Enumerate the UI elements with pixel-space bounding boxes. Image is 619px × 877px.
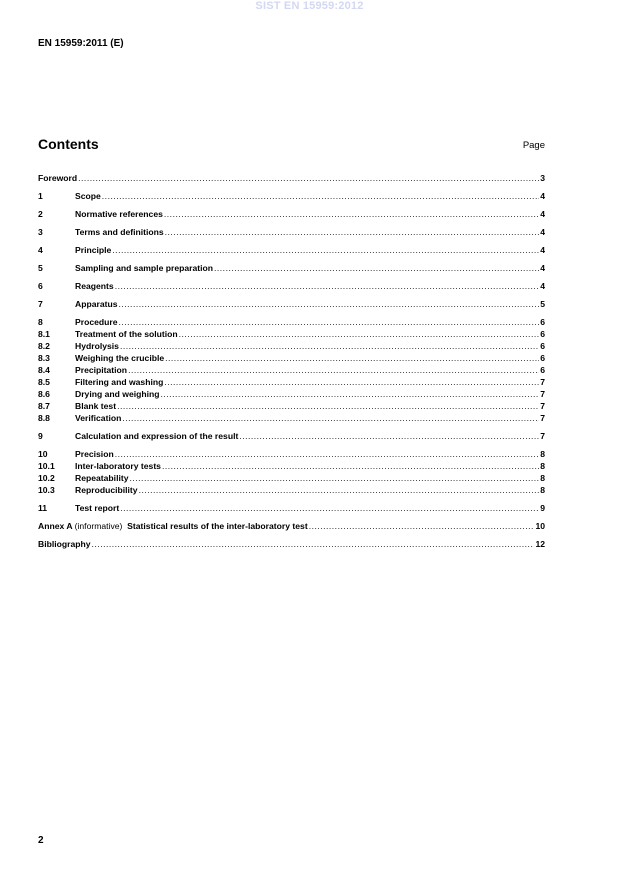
annex-note: (informative) [74,521,123,531]
toc-entry-number: 8.8 [38,413,50,423]
toc-entry-title: Blank test [75,401,117,411]
toc-leader-dots [120,502,539,514]
toc-entry-page: 4 [540,263,545,273]
toc-entry-number: 8.1 [38,329,50,339]
toc-entry-number: 2 [38,209,43,219]
toc-entry-page: 4 [540,227,545,237]
toc-entry-number: 9 [38,431,43,441]
toc-entry-normative-references[interactable] [38,208,545,220]
toc-entry-page: 6 [540,317,545,327]
toc-entry-title: Drying and weighing [75,389,160,399]
toc-leader-dots [179,328,540,340]
toc-leader-dots [214,262,539,274]
toc-entry-page: 9 [540,503,545,513]
toc-entry-procedure[interactable] [38,316,545,328]
toc-entry-number: 6 [38,281,43,291]
toc-entry-title: Precipitation [75,365,128,375]
toc-leader-dots [102,190,539,202]
toc-entry-title: Hydrolysis [75,341,119,351]
toc-entry-page: 8 [540,473,545,483]
toc-entry-title: Repeatability [75,473,129,483]
toc-entry-number: 8.3 [38,353,50,363]
toc-entry-title: Verification [75,413,122,423]
toc-entry-number: 11 [38,503,48,513]
toc-entry-page: 4 [540,191,545,201]
toc-entry-verification[interactable] [38,412,545,424]
toc-entry-page: 7 [540,401,545,411]
toc-entry-page: 10 [535,521,545,531]
toc-entry-title: Apparatus [75,299,118,309]
toc-entry-number: 7 [38,299,43,309]
toc-entry-title [38,520,308,532]
toc-entry-weighing-crucible[interactable] [38,352,545,364]
toc-entry-number: 10 [38,449,48,459]
toc-entry-title: Inter-laboratory tests [75,461,161,471]
toc-entry-title: Reagents [75,281,114,291]
toc-leader-dots [112,244,539,256]
toc-entry-title: Reproducibility [75,485,138,495]
toc-entry-page: 5 [540,299,545,309]
toc-leader-dots [119,298,540,310]
toc-entry-page: 8 [540,449,545,459]
toc-entry-page: 4 [540,281,545,291]
toc-entry-title: Bibliography [38,539,91,549]
page-title: Contents [38,136,99,152]
toc-entry-number: 1 [38,191,43,201]
toc-entry-title: Calculation and expression of the result [75,431,239,441]
toc-entry-page: 7 [540,413,545,423]
toc-entry-terms-and-definitions[interactable] [38,226,545,238]
toc-leader-dots [115,448,540,460]
toc-entry-title: Treatment of the solution [75,329,178,339]
toc-entry-drying-weighing[interactable] [38,388,545,400]
toc-entry-bibliography[interactable] [38,538,545,550]
table-of-contents [38,172,545,550]
toc-entry-number: 8 [38,317,43,327]
toc-entry-number: 8.7 [38,401,50,411]
document-id: EN 15959:2011 (E) [38,38,124,49]
toc-entry-title: Principle [75,245,112,255]
toc-entry-title: Weighing the crucible [75,353,165,363]
toc-leader-dots [117,400,539,412]
toc-entry-inter-laboratory-tests[interactable] [38,460,545,472]
toc-entry-calculation[interactable] [38,430,545,442]
page-number: 2 [38,835,44,846]
toc-entry-page: 6 [540,341,545,351]
toc-leader-dots [165,226,540,238]
toc-leader-dots [139,484,540,496]
toc-leader-dots [122,412,539,424]
toc-entry-repeatability[interactable] [38,472,545,484]
toc-entry-page: 8 [540,461,545,471]
toc-entry-annex-a[interactable] [38,520,545,532]
toc-entry-page: 3 [540,173,545,183]
toc-entry-treatment-of-solution[interactable] [38,328,545,340]
watermark: SIST EN 15959:2012 [255,0,364,12]
toc-leader-dots [164,376,539,388]
annex-title: Statistical results of the inter-laboratory test [127,521,308,531]
toc-leader-dots [161,388,540,400]
toc-leader-dots [92,538,535,550]
toc-entry-page: 7 [540,431,545,441]
toc-entry-title: Normative references [75,209,163,219]
toc-leader-dots [128,364,539,376]
page-column-label: Page [522,140,545,151]
annex-label: Annex A [38,521,73,531]
toc-entry-page: 4 [540,209,545,219]
toc-entry-number: 5 [38,263,43,273]
toc-entry-apparatus[interactable] [38,298,545,310]
toc-entry-precision[interactable] [38,448,545,460]
toc-entry-number: 10.3 [38,485,55,495]
toc-entry-number: 8.4 [38,365,50,375]
toc-entry-title: Foreword [38,173,78,183]
toc-leader-dots [239,430,539,442]
toc-entry-title: Terms and definitions [75,227,164,237]
toc-entry-title: Test report [75,503,120,513]
toc-leader-dots [130,472,540,484]
toc-entry-blank-test[interactable] [38,400,545,412]
toc-entry-page: 7 [540,389,545,399]
toc-entry-page: 6 [540,365,545,375]
toc-entry-number: 8.5 [38,377,50,387]
toc-entry-sampling[interactable] [38,262,545,274]
toc-entry-title: Filtering and washing [75,377,164,387]
toc-entry-number: 8.2 [38,341,50,351]
toc-entry-page: 7 [540,377,545,387]
toc-entry-title: Precision [75,449,114,459]
toc-entry-filtering-washing[interactable] [38,376,545,388]
toc-entry-number: 4 [38,245,43,255]
toc-entry-foreword[interactable] [38,172,545,184]
toc-entry-precipitation[interactable] [38,364,545,376]
toc-entry-number: 8.6 [38,389,50,399]
toc-leader-dots [165,352,539,364]
toc-leader-dots [119,316,540,328]
toc-entry-page: 12 [535,539,545,549]
toc-entry-reproducibility[interactable] [38,484,545,496]
toc-entry-title: Procedure [75,317,118,327]
toc-entry-hydrolysis[interactable] [38,340,545,352]
toc-leader-dots [115,280,540,292]
toc-leader-dots [164,208,539,220]
toc-entry-title: Scope [75,191,101,201]
toc-entry-reagents[interactable] [38,280,545,292]
toc-leader-dots [78,172,539,184]
toc-leader-dots [309,520,535,532]
toc-entry-number: 10.1 [38,461,55,471]
toc-entry-page: 6 [540,353,545,363]
toc-entry-number: 10.2 [38,473,55,483]
toc-entry-scope[interactable] [38,190,545,202]
toc-entry-page: 8 [540,485,545,495]
toc-entry-number: 3 [38,227,43,237]
toc-leader-dots [120,340,539,352]
toc-entry-title: Sampling and sample preparation [75,263,214,273]
toc-entry-principle[interactable] [38,244,545,256]
toc-leader-dots [162,460,539,472]
toc-entry-test-report[interactable] [38,502,545,514]
toc-entry-page: 4 [540,245,545,255]
toc-entry-page: 6 [540,329,545,339]
